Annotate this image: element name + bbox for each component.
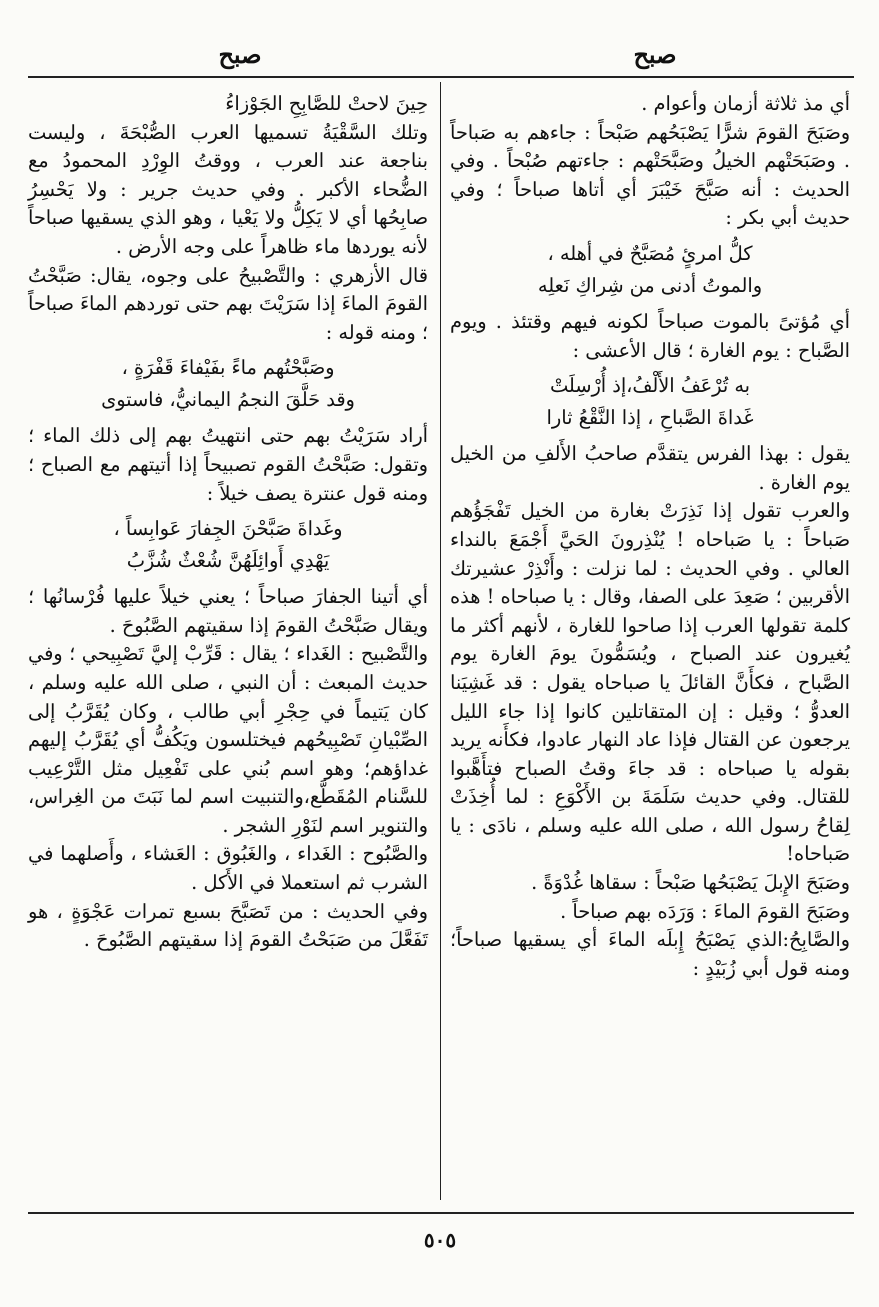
- header-rule: [28, 76, 854, 78]
- entry-paragraph: والصَّبُوح : الغَداء ، والغَبُوق : العَشاء ، وأَصلهما في الشرب ثم استعملا في الأَكل .: [28, 842, 428, 895]
- page-header: [0, 40, 879, 80]
- right-column: [450, 90, 850, 983]
- verse-line: وغَداةَ صَبَّحْنَ الجِفارَ عَوابِساً ،: [113, 517, 343, 541]
- left-column: [28, 90, 428, 955]
- entry-paragraph: أي أتينا الجفارَ صباحاً ؛ يعني خيلاً عليها فُرْسانُها ؛ ويقال صَبَّحْتُ القومَ إذا سقيتهم الصَّبُوحَ .: [28, 585, 428, 637]
- entry-paragraph: وصَبَحَ القومَ الماءَ : وَرَدَه بهم صباحاً .: [560, 899, 850, 923]
- entry-paragraph: أي مذ ثلاثة أزمان وأعوام .: [641, 92, 850, 115]
- entry-paragraph: يقول : بهذا الفرس يتقدَّم صاحبُ الأَلفِ من الخيل يوم الغارة .: [450, 442, 850, 494]
- entry-paragraph: والتَّصْبيح : الغَداء ؛ يقال : قَرِّبْ إليَّ تَصْبِيحي ؛ وفي حديث المبعث : أن النبي ، صلى الله عليه وسلم ، كان يَتيماً في حِجْرِ أبي طالب ، وكان يُقَرَّبُ إلى الصِّبْيانِ تَصْبِيحُهم فيختلسون ويَكُفُّ أي يُقَرَّبُ إليهم غداؤهم؛ وهو اسم بُني على تَفْعِيل مثل التَّرْعِيب للسَّنام المُقَطَّع،والتنبيت اسم لما نَبَتَ من الغِراس، والتنوير اسم لنَوْرِ الشجر .: [28, 642, 428, 837]
- entry-paragraph: أي مُؤتىً بالموت صباحاً لكونه فيهم وقتئذ . ويوم الصَّباح : يوم الغارة ؛ قال الأعشى :: [450, 309, 850, 362]
- footer-rule: [28, 1212, 854, 1214]
- verse-line: يَهْدِي أَوائِلَهُنَّ شُعْثٌ شُزَّبُ: [126, 549, 330, 573]
- verse-line: وصَبَّحْتُهم ماءً بفَيْفاءَ قَفْرَةٍ ،: [121, 356, 335, 380]
- running-head-right: صبح: [633, 40, 677, 69]
- verse-block: [28, 513, 428, 577]
- entry-paragraph: وصَبَحَ الإِبلَ يَصْبَحُها صَبْحاً : سقاها غُدْوَةً .: [531, 871, 850, 895]
- entry-paragraph: والصَّابِحُ:الذي يَصْبَحُ إِبلَه الماءَ أي يسقيها صباحاً؛ ومنه قول أبي زُبَيْدٍ :: [450, 928, 850, 980]
- entry-paragraph: حِينَ لاحتْ للصَّابِحِ الجَوْزاءُ: [225, 92, 428, 115]
- verse-block: [28, 352, 428, 416]
- entry-paragraph: وصَبَحَ القومَ شرًّا يَصْبَحُهم صَبْحاً : جاءهم به صَباحاً . وصَبَحَتْهم الخيلُ وصَبَّحَتْهم : جاءتهم صُبْحاً . وفي الحديث : أنه صَبَّحَ خَيْبَرَ أي أتاها صباحاً ؛ وفي حديث أبي بكر :: [450, 120, 850, 230]
- running-head-left: صبح: [218, 40, 262, 69]
- entry-paragraph: وتلك السَّقْيَةُ تسميها العرب الصُّبْحَةَ ، وليست بناجعة عند العرب ، ووقتُ الوِرْدِ المحمودُ مع الضُّحاء الأكبر . وفي حديث جرير : ولا يَحْسِرُ صابِحُها أي لا يَكِلُّ ولا يَعْيا ، وهو الذي يسقيها صباحاً لأنه يوردها ماء ظاهراً على وجه الأرض .: [28, 120, 428, 258]
- verse-line: غَداةَ الصَّباحِ ، إذا النَّقْعُ ثارا: [546, 406, 754, 430]
- page-number: ٥٠٥: [423, 1228, 457, 1252]
- verse-line: والموتُ أدنى من شِراكِ نَعلِه: [537, 273, 763, 297]
- verse-line: به تُرْعَفُ الأَلْفُ،إذ أُرْسِلَتْ: [549, 374, 751, 398]
- entry-paragraph: قال الأزهري : والتَّصْبيحُ على وجوه، يقال: صَبَّحْتُ القومَ الماءَ إذا سَرَيْتَ بهم حتى توردهم الماءَ صباحاً ؛ ومنه قوله :: [28, 263, 428, 344]
- entry-paragraph: والعرب تقول إذا نَذِرَتْ بغارة من الخيل تَفْجَؤُهم صَباحاً : يا صَباحاه ! يُنْذِرونَ الحَيَّ أَجْمَعَ بالنداء العالي . وفي الحديث : لما نزلت : وأَنْذِرْ عشيرتك الأقربين ؛ صَعِدَ على الصفا، وقال : يا صباحاه ! هذه كلمة تقولها العرب إذا صاحوا للغارة ، لأنهم أكثر ما يُغيرون عند الصباح ، ويُسَمُّونَ يومَ الغارة يوم الصَّباح ، فكأَنَّ القائلَ يا صباحاه يقول : قد غَشِيَنا العدوُّ ؛ وقيل : إن المتقاتلين كانوا إذا جاء الليل يرجعون عن القتال فإذا عاد النهار عادوا، فكأَنه يريد بقوله يا صباحاه : قد جاءَ وقتُ الصباح فتأَهَّبوا للقتال. وفي حديث سَلَمَةَ بن الأَكْوَعِ : لما أُخِذَتْ لِقاحُ رسول الله ، صلى الله عليه وسلم ، نادَى : يا صَباحاه!: [450, 499, 850, 866]
- verse-line: وقد حَلَّقَ النجمُ اليمانيُّ، فاستوى: [101, 388, 355, 412]
- entry-paragraph: أراد سَرَيْتُ بهم حتى انتهيتُ بهم إلى ذلك الماء ؛ وتقول: صَبَّحْتُ القوم تصبيحاً إذا أتيتهم مع الصباح ؛ ومنه قول عنترة يصف خيلاً :: [28, 424, 428, 505]
- verse-line: كلُّ امرئٍ مُصَبَّحٌ في أهله ،: [547, 241, 753, 265]
- column-divider: [440, 82, 441, 1200]
- entry-paragraph: وفي الحديث : من تَصَبَّحَ بسبع تمرات عَجْوَةٍ ، هو تَفَعَّلَ من صَبَحْتُ القومَ إذا سقيتهم الصَّبُوحَ .: [28, 899, 428, 952]
- verse-block: [450, 238, 850, 302]
- verse-block: [450, 370, 850, 434]
